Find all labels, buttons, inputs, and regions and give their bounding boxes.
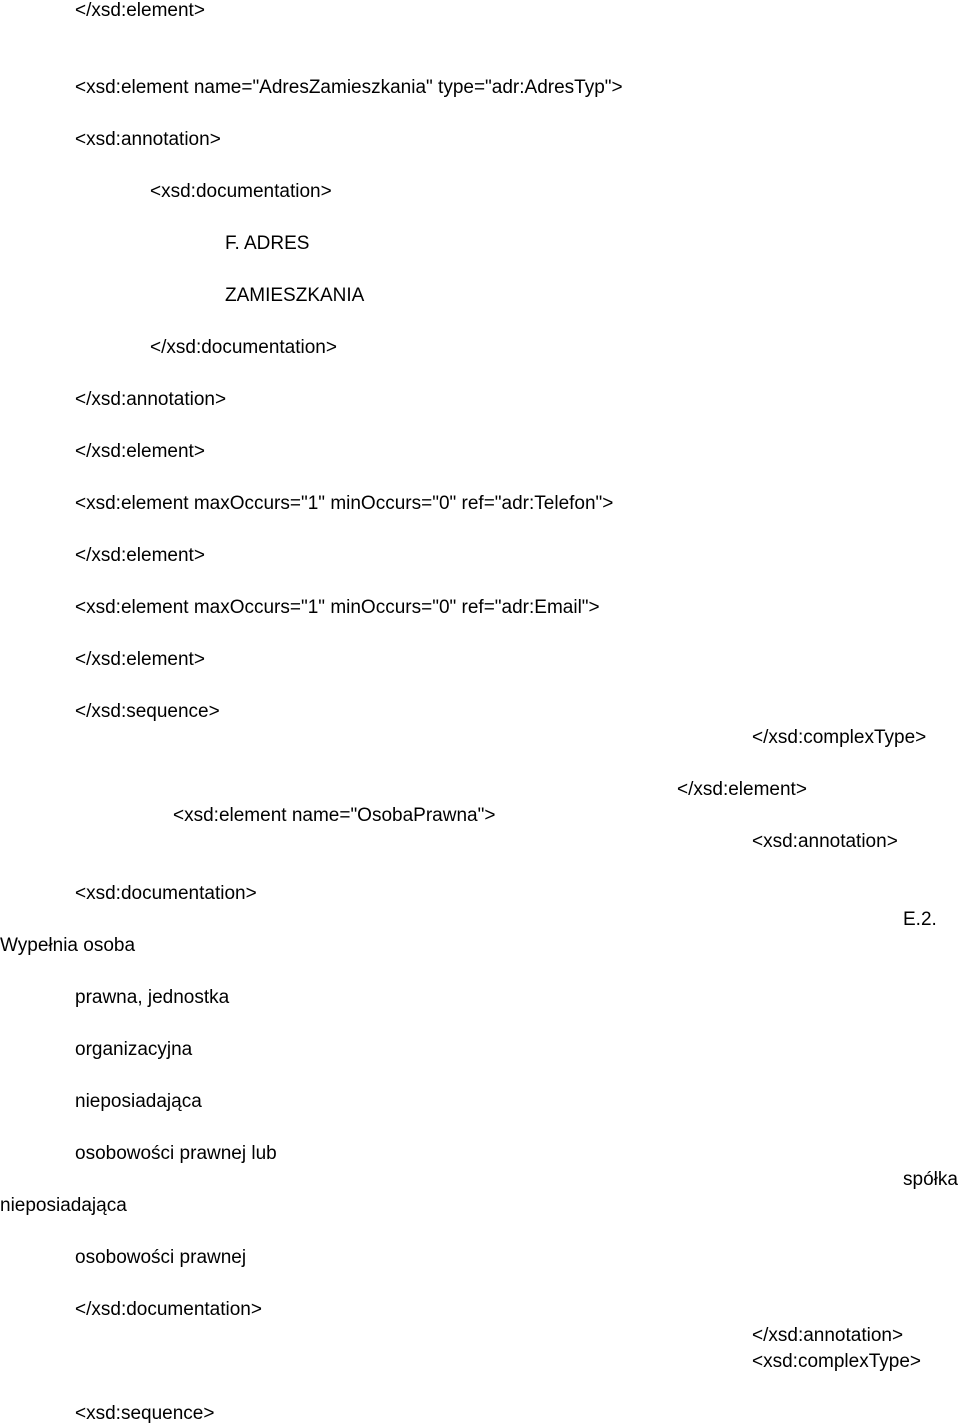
text-line-element-telefon: <xsd:element maxOccurs="1" minOccurs="0" ref="adr:Telefon"> [75, 493, 614, 514]
text-line-element-osoba-prawna: <xsd:element name="OsobaPrawna"> [173, 805, 496, 826]
text-line-annotation-open: <xsd:annotation> [752, 831, 898, 852]
text-line-organizacyjna: organizacyjna [75, 1039, 193, 1060]
text-line-close-element: </xsd:element> [75, 0, 205, 21]
text-line-complextype-close: </xsd:complexType> [752, 727, 927, 748]
text-line-documentation-open: <xsd:documentation> [75, 883, 257, 904]
text-line-prawna-jednostka: prawna, jednostka [75, 987, 230, 1008]
text-line-element-close: </xsd:element> [677, 779, 807, 800]
text-line-annotation-open: <xsd:annotation> [75, 129, 221, 150]
text-line-documentation-open: <xsd:documentation> [150, 181, 332, 202]
text-line-spolka: spółka [903, 1169, 958, 1190]
text-line-section-e2: E.2. [903, 909, 937, 930]
text-line-element-close: </xsd:element> [75, 441, 205, 462]
text-line-documentation-close: </xsd:documentation> [150, 337, 337, 358]
text-line-annotation-close: </xsd:annotation> [752, 1325, 904, 1346]
text-line-f-adres: F. ADRES [225, 233, 310, 254]
text-line-wypelnia-osoba: Wypełnia osoba [0, 935, 136, 956]
text-line-nieposiadajaca: nieposiadająca [0, 1195, 127, 1216]
text-line-element-close: </xsd:element> [75, 649, 205, 670]
text-line-sequence-close: </xsd:sequence> [75, 701, 220, 722]
text-line-element-close: </xsd:element> [75, 545, 205, 566]
text-line-sequence-open: <xsd:sequence> [75, 1403, 215, 1424]
text-line-complextype-open: <xsd:complexType> [752, 1351, 921, 1372]
text-line-element-adres-zamieszkania: <xsd:element name="AdresZamieszkania" type="adr:AdresTyp"> [75, 77, 623, 98]
text-line-annotation-close: </xsd:annotation> [75, 389, 227, 410]
text-line-nieposiadajaca: nieposiadająca [75, 1091, 202, 1112]
text-line-documentation-close: </xsd:documentation> [75, 1299, 262, 1320]
text-line-zamieszkania: ZAMIESZKANIA [225, 285, 365, 306]
text-line-osobowosci-prawnej: osobowości prawnej [75, 1247, 247, 1268]
text-line-osobowosci-prawnej-lub: osobowości prawnej lub [75, 1143, 277, 1164]
text-line-element-email: <xsd:element maxOccurs="1" minOccurs="0" ref="adr:Email"> [75, 597, 600, 618]
